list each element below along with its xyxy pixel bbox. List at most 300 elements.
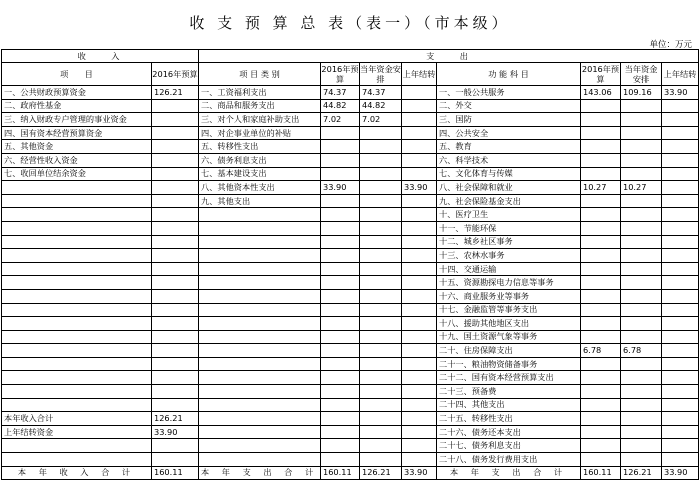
func-item-cell: 十七、金融监管等事务支出 — [437, 303, 581, 317]
func-item-cell: 二十、住房保障支出 — [437, 344, 581, 358]
exp-arrange-cell — [360, 221, 402, 235]
exp-item-cell — [199, 235, 321, 249]
expenditure-group-header: 支 出 — [199, 50, 699, 63]
func-arrange-cell — [621, 249, 662, 263]
func-budget-cell — [581, 289, 621, 303]
total-exp-arrange: 126.21 — [360, 466, 402, 480]
func-item-cell: 八、社会保障和就业 — [437, 181, 581, 195]
exp-arrange-cell — [360, 153, 402, 167]
exp-budget-header: 2016年预算 — [321, 64, 359, 84]
func-budget-cell — [581, 453, 621, 467]
exp-carry-cell — [402, 221, 437, 235]
func-carry-cell — [662, 194, 699, 208]
exp-carry-cell — [402, 344, 437, 358]
func-carry-cell — [662, 249, 699, 263]
exp-arrange-cell — [360, 303, 402, 317]
exp-budget-cell — [321, 412, 360, 426]
func-carry-cell — [662, 99, 699, 113]
income-item-cell — [2, 221, 152, 235]
exp-arrange-cell — [360, 371, 402, 385]
total-func-arrange: 126.21 — [621, 466, 662, 480]
income-item-cell — [2, 357, 152, 371]
exp-arrange-cell — [360, 385, 402, 399]
income-budget-cell — [152, 357, 199, 371]
exp-item-cell — [199, 398, 321, 412]
exp-arrange-cell — [360, 317, 402, 331]
func-item-cell: 五、教育 — [437, 140, 581, 154]
income-item-cell: 二、政府性基金 — [2, 99, 152, 113]
table-row — [2, 357, 699, 371]
exp-carry-cell — [402, 330, 437, 344]
exp-budget-cell — [321, 344, 360, 358]
exp-carry-cell — [402, 276, 437, 290]
table-row — [2, 140, 699, 154]
func-carry-cell — [662, 385, 699, 399]
table-row — [2, 153, 699, 167]
func-carry-cell — [662, 276, 699, 290]
func-carry-cell — [662, 126, 699, 140]
exp-arrange-cell: 7.02 — [360, 113, 402, 127]
exp-item-cell — [199, 412, 321, 426]
func-arrange-cell — [621, 140, 662, 154]
func-arrange-cell — [621, 153, 662, 167]
exp-budget-cell — [321, 276, 360, 290]
func-item-cell: 二十四、其他支出 — [437, 398, 581, 412]
exp-carry-cell — [402, 140, 437, 154]
income-budget-cell — [152, 453, 199, 467]
exp-arrange-cell: 44.82 — [360, 99, 402, 113]
func-carry-header: 上年结转 — [662, 63, 699, 86]
total-func-budget: 160.11 — [581, 466, 621, 480]
exp-arrange-cell — [360, 262, 402, 276]
exp-arrange-cell — [360, 276, 402, 290]
exp-item-cell — [199, 303, 321, 317]
total-exp-budget: 160.11 — [321, 466, 360, 480]
exp-item-cell: 六、债务利息支出 — [199, 153, 321, 167]
table-row — [2, 126, 699, 140]
exp-arrange-cell — [360, 425, 402, 439]
exp-item-cell — [199, 357, 321, 371]
func-item-cell: 三、国防 — [437, 113, 581, 127]
income-budget-cell: 126.21 — [152, 86, 199, 100]
func-budget-cell: 143.06 — [581, 86, 621, 100]
exp-carry-cell — [402, 194, 437, 208]
func-arrange-cell — [621, 330, 662, 344]
income-item-cell — [2, 439, 152, 453]
exp-arrange-cell — [360, 344, 402, 358]
exp-carry-cell — [402, 425, 437, 439]
exp-carry-cell — [402, 398, 437, 412]
exp-item-cell — [199, 317, 321, 331]
exp-arrange-cell — [360, 439, 402, 453]
income-budget-cell — [152, 153, 199, 167]
total-func-label: 本 年 支 出 合 计 — [437, 466, 581, 480]
income-item-cell — [2, 208, 152, 222]
exp-budget-cell — [321, 425, 360, 439]
func-arrange-cell — [621, 221, 662, 235]
table-row — [2, 99, 699, 113]
func-carry-cell — [662, 221, 699, 235]
income-budget-cell — [152, 181, 199, 195]
exp-item-cell — [199, 371, 321, 385]
exp-carry-cell — [402, 86, 437, 100]
func-carry-cell — [662, 330, 699, 344]
func-arrange-cell — [621, 235, 662, 249]
exp-item-cell: 七、基本建设支出 — [199, 167, 321, 181]
func-item-cell: 十二、城乡社区事务 — [437, 235, 581, 249]
totals-row — [2, 466, 699, 480]
func-arrange-cell — [621, 385, 662, 399]
exp-carry-cell — [402, 357, 437, 371]
income-budget-cell — [152, 289, 199, 303]
exp-budget-cell: 7.02 — [321, 113, 360, 127]
income-item-cell — [2, 344, 152, 358]
exp-budget-cell — [321, 371, 360, 385]
income-item-cell: 六、经营性收入资金 — [2, 153, 152, 167]
func-budget-cell — [581, 249, 621, 263]
income-item-cell — [2, 289, 152, 303]
income-budget-cell — [152, 330, 199, 344]
exp-budget-cell — [321, 398, 360, 412]
func-carry-cell — [662, 262, 699, 276]
exp-carry-cell — [402, 317, 437, 331]
table-row — [2, 439, 699, 453]
table-row — [2, 303, 699, 317]
exp-carry-cell — [402, 385, 437, 399]
exp-carry-cell — [402, 167, 437, 181]
func-carry-cell — [662, 425, 699, 439]
income-budget-cell — [152, 317, 199, 331]
func-item-cell: 一、一般公共服务 — [437, 86, 581, 100]
exp-budget-cell — [321, 126, 360, 140]
exp-budget-cell — [321, 194, 360, 208]
exp-carry-header: 上年结转 — [402, 63, 437, 86]
func-item-cell: 十九、国土资源气象等事务 — [437, 330, 581, 344]
income-item-cell: 上年结转资金 — [2, 425, 152, 439]
exp-item-cell: 二、商品和服务支出 — [199, 99, 321, 113]
func-budget-cell — [581, 113, 621, 127]
exp-item-cell — [199, 289, 321, 303]
func-carry-cell — [662, 398, 699, 412]
exp-budget-cell: 74.37 — [321, 86, 360, 100]
income-item-cell: 三、纳入财政专户管理的事业资金 — [2, 113, 152, 127]
income-item-cell — [2, 303, 152, 317]
exp-item-cell — [199, 221, 321, 235]
exp-arrange-header: 当年资金安排 — [360, 64, 401, 84]
income-item-cell: 五、其他资金 — [2, 140, 152, 154]
func-carry-cell — [662, 153, 699, 167]
table-row — [2, 344, 699, 358]
table-row — [2, 249, 699, 263]
func-budget-cell — [581, 262, 621, 276]
total-exp-carry: 33.90 — [402, 466, 437, 480]
income-budget-cell — [152, 385, 199, 399]
income-budget-cell: 126.21 — [152, 412, 199, 426]
func-item-header: 功 能 科 目 — [437, 63, 581, 86]
table-row — [2, 330, 699, 344]
table-row — [2, 86, 699, 100]
exp-carry-cell — [402, 262, 437, 276]
income-budget-cell — [152, 113, 199, 127]
exp-item-cell — [199, 439, 321, 453]
table-row — [2, 167, 699, 181]
exp-budget-cell — [321, 249, 360, 263]
budget-summary-table — [1, 49, 699, 480]
exp-budget-cell — [321, 357, 360, 371]
func-item-cell: 十四、交通运输 — [437, 262, 581, 276]
table-row — [2, 221, 699, 235]
func-arrange-cell — [621, 412, 662, 426]
func-arrange-cell — [621, 453, 662, 467]
income-budget-cell — [152, 167, 199, 181]
func-arrange-header: 当年资金安排 — [621, 63, 662, 86]
func-carry-cell — [662, 208, 699, 222]
exp-arrange-cell — [360, 167, 402, 181]
header-column-row — [2, 63, 699, 86]
exp-budget-cell — [321, 330, 360, 344]
func-carry-cell — [662, 303, 699, 317]
exp-item-cell — [199, 262, 321, 276]
exp-budget-cell: 44.82 — [321, 99, 360, 113]
func-arrange-cell: 109.16 — [621, 86, 662, 100]
exp-item-cell: 八、其他资本性支出 — [199, 181, 321, 195]
func-budget-cell — [581, 303, 621, 317]
func-carry-cell — [662, 357, 699, 371]
func-item-cell: 十一、节能环保 — [437, 221, 581, 235]
func-budget-cell: 6.78 — [581, 344, 621, 358]
header-group-row — [2, 50, 699, 63]
func-budget-cell — [581, 357, 621, 371]
total-exp-label: 本 年 支 出 合 计 — [199, 466, 321, 480]
func-carry-cell: 33.90 — [662, 86, 699, 100]
table-row — [2, 371, 699, 385]
income-item-cell: 四、国有资本经营预算资金 — [2, 126, 152, 140]
table-row — [2, 398, 699, 412]
exp-carry-cell — [402, 153, 437, 167]
exp-budget-cell — [321, 385, 360, 399]
exp-item-cell: 九、其他支出 — [199, 194, 321, 208]
income-budget-cell — [152, 439, 199, 453]
income-item-cell — [2, 385, 152, 399]
income-budget-cell — [152, 276, 199, 290]
exp-item-cell: 五、转移性支出 — [199, 140, 321, 154]
income-item-cell — [2, 317, 152, 331]
exp-carry-cell — [402, 412, 437, 426]
func-item-cell: 二十一、粮油物资储备事务 — [437, 357, 581, 371]
exp-item-header: 项 目 类 别 — [199, 63, 321, 86]
income-budget-cell — [152, 235, 199, 249]
exp-carry-cell — [402, 439, 437, 453]
exp-item-cell — [199, 330, 321, 344]
exp-carry-cell — [402, 99, 437, 113]
func-carry-cell — [662, 453, 699, 467]
exp-budget-cell: 33.90 — [321, 181, 360, 195]
exp-carry-cell — [402, 113, 437, 127]
func-item-cell: 十八、援助其他地区支出 — [437, 317, 581, 331]
income-item-cell — [2, 235, 152, 249]
income-budget-header: 2016年预算 — [152, 63, 199, 86]
income-item-cell — [2, 249, 152, 263]
exp-carry-cell — [402, 371, 437, 385]
func-budget-cell — [581, 153, 621, 167]
income-budget-cell: 33.90 — [152, 425, 199, 439]
func-arrange-cell — [621, 371, 662, 385]
income-item-cell — [2, 262, 152, 276]
func-arrange-cell — [621, 303, 662, 317]
income-item-cell — [2, 276, 152, 290]
func-arrange-cell: 10.27 — [621, 181, 662, 195]
exp-arrange-cell — [360, 126, 402, 140]
func-arrange-cell — [621, 439, 662, 453]
func-arrange-cell — [621, 425, 662, 439]
total-income-label: 本 年 收 入 合 计 — [2, 466, 152, 480]
exp-arrange-cell — [360, 330, 402, 344]
func-item-cell: 二、外交 — [437, 99, 581, 113]
func-carry-cell — [662, 167, 699, 181]
func-arrange-cell — [621, 208, 662, 222]
exp-item-cell — [199, 425, 321, 439]
income-budget-cell — [152, 140, 199, 154]
table-row — [2, 113, 699, 127]
exp-carry-cell — [402, 208, 437, 222]
func-carry-cell — [662, 439, 699, 453]
func-item-cell: 九、社会保险基金支出 — [437, 194, 581, 208]
exp-carry-cell — [402, 303, 437, 317]
table-row — [2, 412, 699, 426]
exp-item-cell — [199, 453, 321, 467]
func-budget-cell — [581, 167, 621, 181]
table-row — [2, 235, 699, 249]
func-arrange-cell — [621, 99, 662, 113]
func-carry-cell — [662, 344, 699, 358]
func-item-cell: 二十五、转移性支出 — [437, 412, 581, 426]
exp-budget-cell — [321, 208, 360, 222]
income-item-cell: 本年收入合计 — [2, 412, 152, 426]
income-budget-cell — [152, 194, 199, 208]
func-budget-cell — [581, 398, 621, 412]
exp-budget-cell — [321, 453, 360, 467]
exp-arrange-cell — [360, 235, 402, 249]
exp-arrange-cell — [360, 140, 402, 154]
func-budget-cell — [581, 439, 621, 453]
income-budget-cell — [152, 249, 199, 263]
exp-arrange-cell — [360, 249, 402, 263]
exp-arrange-cell — [360, 194, 402, 208]
table-row — [2, 262, 699, 276]
func-carry-cell — [662, 371, 699, 385]
func-carry-cell — [662, 235, 699, 249]
exp-budget-cell — [321, 262, 360, 276]
exp-arrange-cell — [360, 181, 402, 195]
unit-label: 单位：万元 — [649, 40, 692, 50]
exp-carry-cell — [402, 249, 437, 263]
income-budget-cell — [152, 398, 199, 412]
func-budget-cell: 10.27 — [581, 181, 621, 195]
func-budget-cell — [581, 371, 621, 385]
func-carry-cell — [662, 289, 699, 303]
exp-budget-cell — [321, 140, 360, 154]
func-arrange-cell — [621, 262, 662, 276]
func-item-cell: 二十七、债务利息支出 — [437, 439, 581, 453]
func-item-cell: 十三、农林水事务 — [437, 249, 581, 263]
func-arrange-cell — [621, 276, 662, 290]
income-item-cell — [2, 194, 152, 208]
func-arrange-cell — [621, 113, 662, 127]
income-item-cell — [2, 330, 152, 344]
func-budget-cell — [581, 425, 621, 439]
func-item-cell: 二十二、国有资本经营预算支出 — [437, 371, 581, 385]
func-arrange-cell — [621, 357, 662, 371]
func-budget-cell — [581, 385, 621, 399]
income-item-cell — [2, 181, 152, 195]
income-budget-cell — [152, 208, 199, 222]
exp-arrange-cell — [360, 412, 402, 426]
func-budget-cell — [581, 412, 621, 426]
func-item-cell: 七、文化体育与传媒 — [437, 167, 581, 181]
table-row — [2, 208, 699, 222]
table-row — [2, 194, 699, 208]
func-item-cell: 十六、商业服务业等事务 — [437, 289, 581, 303]
func-carry-cell — [662, 113, 699, 127]
exp-arrange-cell — [360, 357, 402, 371]
exp-carry-cell — [402, 289, 437, 303]
exp-item-cell: 一、工资福利支出 — [199, 86, 321, 100]
func-item-cell: 四、公共安全 — [437, 126, 581, 140]
income-budget-cell — [152, 262, 199, 276]
total-income-value: 160.11 — [152, 466, 199, 480]
exp-budget-cell — [321, 439, 360, 453]
func-budget-cell — [581, 276, 621, 290]
exp-carry-cell — [402, 126, 437, 140]
income-budget-cell — [152, 371, 199, 385]
table-row — [2, 317, 699, 331]
func-budget-cell — [581, 208, 621, 222]
func-arrange-cell — [621, 194, 662, 208]
func-budget-cell — [581, 140, 621, 154]
exp-budget-cell — [321, 289, 360, 303]
table-row — [2, 425, 699, 439]
income-item-cell — [2, 371, 152, 385]
income-item-cell: 一、公共财政预算资金 — [2, 86, 152, 100]
func-item-cell: 十、医疗卫生 — [437, 208, 581, 222]
exp-budget-cell — [321, 317, 360, 331]
func-arrange-cell — [621, 167, 662, 181]
table-row — [2, 276, 699, 290]
func-item-cell: 二十六、债务还本支出 — [437, 425, 581, 439]
exp-item-cell — [199, 276, 321, 290]
exp-budget-cell — [321, 235, 360, 249]
table-row — [2, 385, 699, 399]
exp-budget-cell — [321, 153, 360, 167]
income-item-header: 项 目 — [2, 63, 152, 86]
func-arrange-cell — [621, 398, 662, 412]
func-item-cell: 六、科学技术 — [437, 153, 581, 167]
exp-arrange-cell — [360, 453, 402, 467]
income-budget-cell — [152, 99, 199, 113]
page-title: 收 支 预 算 总 表（表一）（市本级） — [189, 14, 511, 32]
func-budget-cell — [581, 330, 621, 344]
exp-item-cell: 四、对企事业单位的补贴 — [199, 126, 321, 140]
exp-budget-cell — [321, 167, 360, 181]
func-budget-header: 2016年预算 — [581, 64, 620, 84]
func-budget-cell — [581, 317, 621, 331]
func-item-cell: 十五、资源勘探电力信息等事务 — [437, 276, 581, 290]
func-item-cell: 二十三、预备费 — [437, 385, 581, 399]
func-carry-cell — [662, 412, 699, 426]
func-carry-cell — [662, 317, 699, 331]
income-budget-cell — [152, 221, 199, 235]
func-item-cell: 二十八、债务发行费用支出 — [437, 453, 581, 467]
